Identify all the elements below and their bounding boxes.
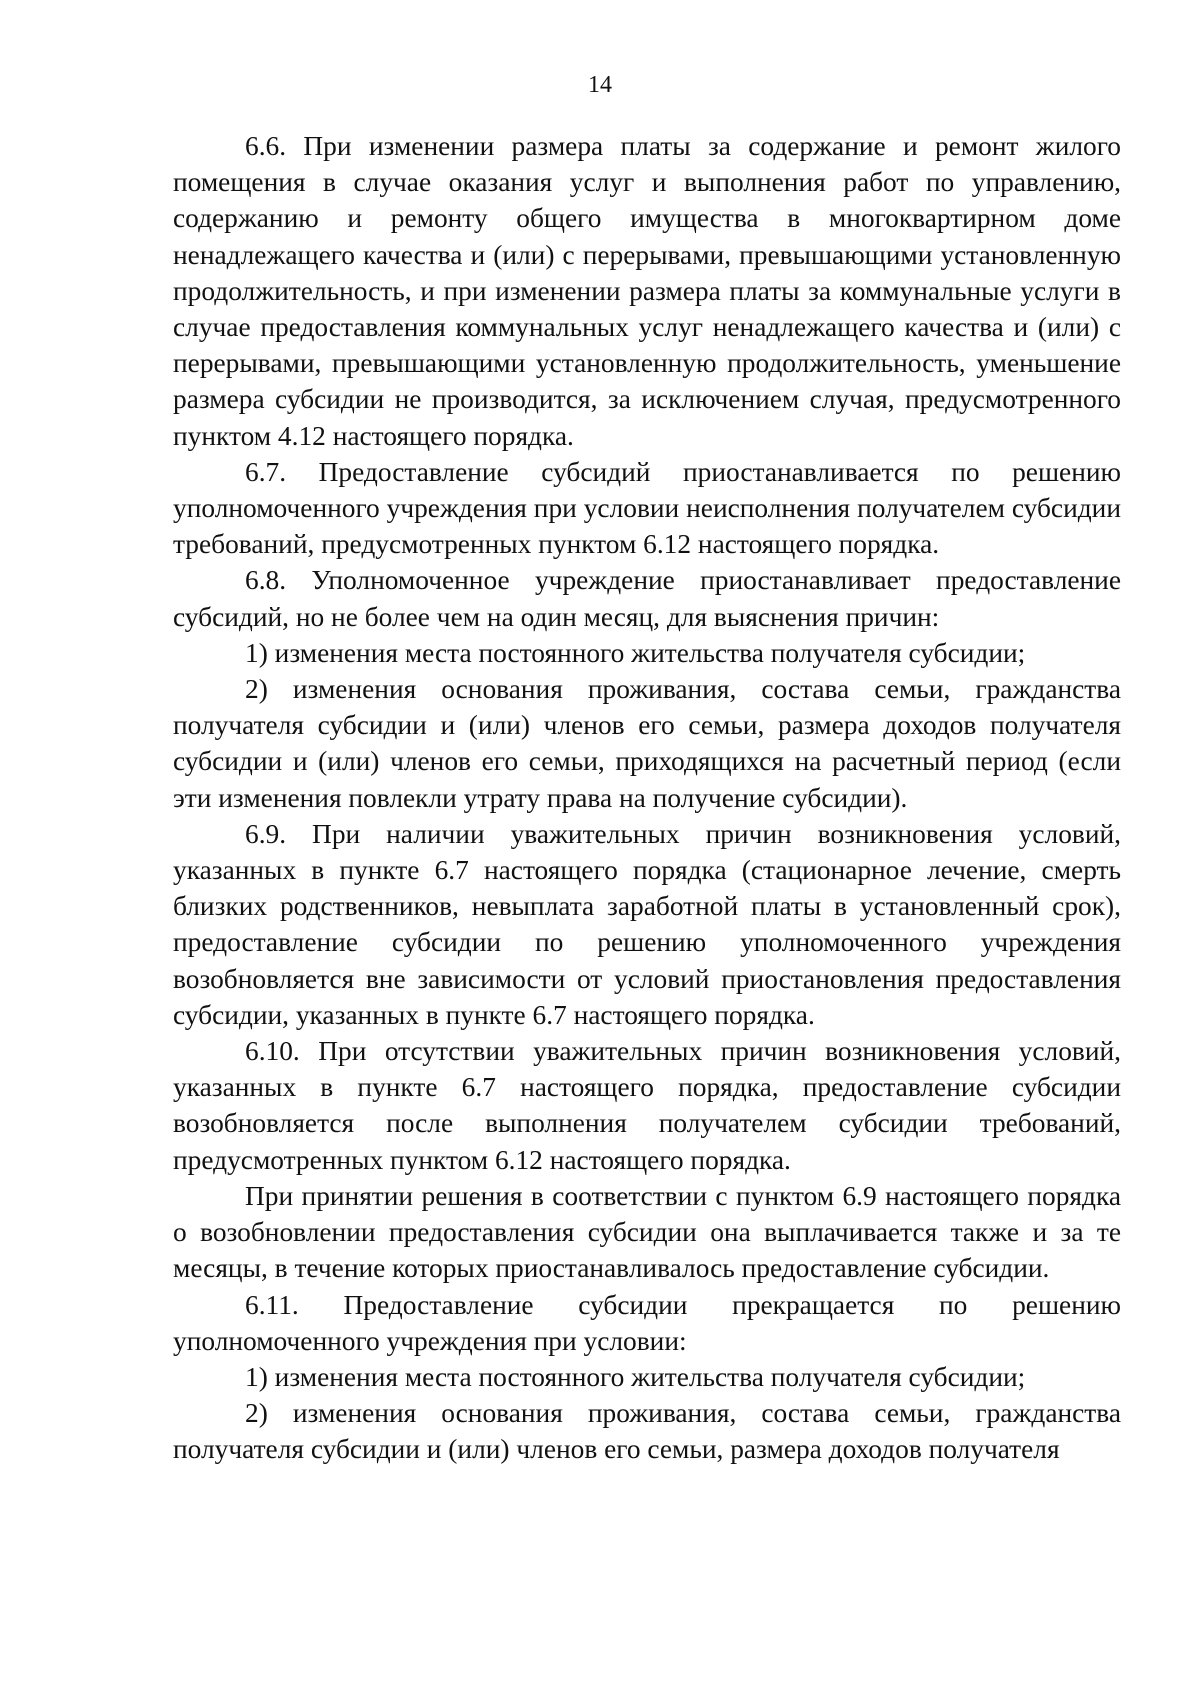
paragraph-6-8-item-2: 2) изменения основания проживания, состава семьи, гражданства получателя субсидии и (или) членов его семьи, размера доходов получателя субсидии и (или) членов его семьи, приходящихся на расчетный период (если эти изменения повлекли утрату права на получение субсидии). bbox=[173, 674, 1121, 813]
paragraph-6-10-continuation: При принятии решения в соответствии с пунктом 6.9 настоящего порядка о возобновлении предоставления субсидии она выплачивается также и за те месяцы, в течение которых приостанавливалось предоставление субсидии. bbox=[173, 1180, 1121, 1284]
paragraph-6-11: 6.11. Предоставление субсидии прекращается по решению уполномоченного учреждения при условии: bbox=[173, 1289, 1121, 1356]
paragraph-6-10: 6.10. При отсутствии уважительных причин возникновения условий, указанных в пункте 6.7 настоящего порядка, предоставление субсидии возобновляется после выполнения получателем субсидии требований, предусмотренных пунктом 6.12 настоящего порядка. bbox=[173, 1036, 1121, 1175]
paragraph-6-8: 6.8. Уполномоченное учреждение приостанавливает предоставление субсидий, но не более чем на один месяц, для выяснения причин: bbox=[173, 565, 1121, 632]
paragraph-6-11-item-2: 2) изменения основания проживания, состава семьи, гражданства получателя субсидии и (или) членов его семьи, размера доходов получателя bbox=[173, 1398, 1121, 1465]
document-body bbox=[173, 128, 1121, 1468]
paragraph-6-7: 6.7. Предоставление субсидий приостанавливается по решению уполномоченного учреждения при условии неисполнения получателем субсидии требований, предусмотренных пунктом 6.12 настоящего порядка. bbox=[173, 456, 1121, 560]
paragraph-6-9: 6.9. При наличии уважительных причин возникновения условий, указанных в пункте 6.7 настоящего порядка (стационарное лечение, смерть близких родственников, невыплата заработной платы в установленный срок), предоставление субсидии по решению уполномоченного учреждения возобновляется вне зависимости от условий приостановления предоставления субсидии, указанных в пункте 6.7 настоящего порядка. bbox=[173, 818, 1121, 1030]
paragraph-6-6: 6.6. При изменении размера платы за содержание и ремонт жилого помещения в случае оказания услуг и выполнения работ по управлению, содержанию и ремонту общего имущества в многоквартирном доме ненадлежащего качества и (или) с перерывами, превышающими установленную продолжительность, и при изменении размера платы за коммунальные услуги в случае предоставления коммунальных услуг ненадлежащего качества и (или) с перерывами, превышающими установленную продолжительность, уменьшение размера субсидии не производится, за исключением случая, предусмотренного пунктом 4.12 настоящего порядка. bbox=[173, 131, 1121, 451]
page-number: 14 bbox=[588, 72, 612, 98]
paragraph-6-8-item-1: 1) изменения места постоянного жительства получателя субсидии; bbox=[245, 637, 1026, 668]
paragraph-6-11-item-1: 1) изменения места постоянного жительства получателя субсидии; bbox=[245, 1361, 1026, 1392]
